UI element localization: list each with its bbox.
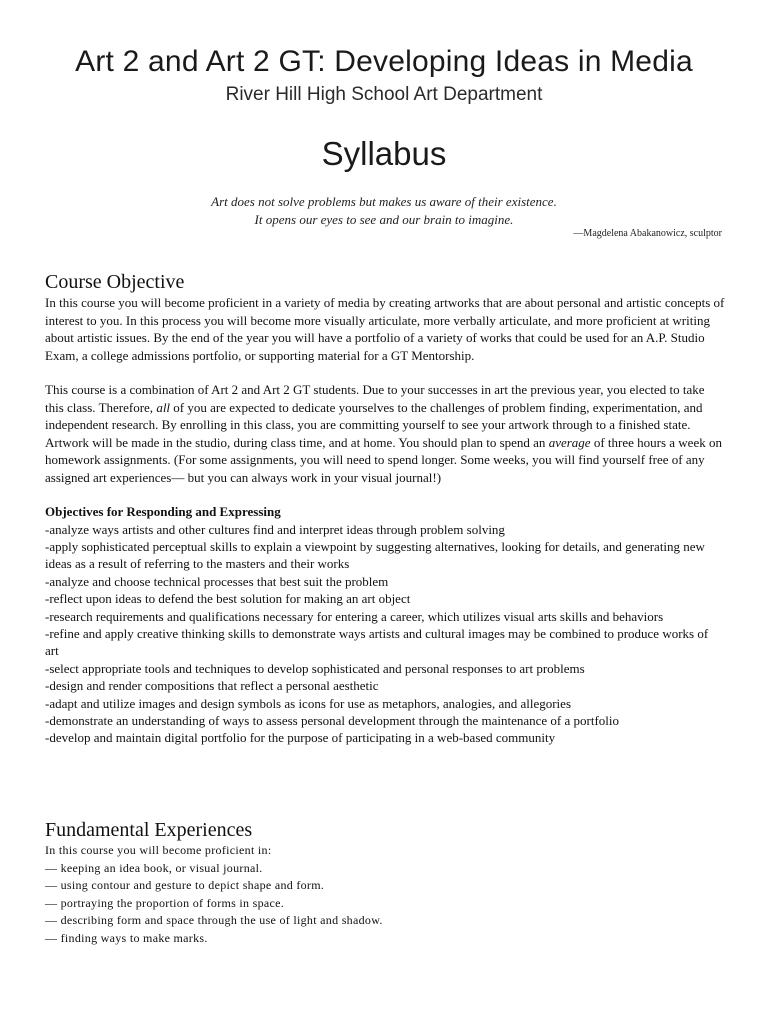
list-item: -research requirements and qualifications necessary for entering a career, which utilizes visual arts skills and behaviors xyxy=(45,608,664,624)
fundamental-experiences-heading: Fundamental Experiences xyxy=(45,819,253,841)
list-item: -analyze and choose technical processes that best suit the problem xyxy=(45,573,389,589)
list-item: -apply sophisticated perceptual skills to explain a viewpoint by suggesting alternatives, looking for details, and generating new ideas as a result of referring to the masters and their works xyxy=(45,538,705,572)
fundamental-experiences-list xyxy=(45,842,725,947)
paragraph-2-part-b: of you are expected to dedicate yourselves to the challenges of problem finding, experimentation, and independent research. By enrolling in this class, you are committing yourself to see your artwork through to a finished state. Artwork will be made in the studio, during class time, and at home. You should plan to spend an xyxy=(45,399,703,450)
course-title: Art 2 and Art 2 GT: Developing Ideas in Media xyxy=(75,45,693,78)
epigraph-quote xyxy=(0,193,768,229)
course-objective-paragraph-2 xyxy=(45,381,725,486)
course-objective-heading: Course Objective xyxy=(45,271,185,293)
quote-attribution: —Magdelena Abakanowicz, sculptor xyxy=(573,228,722,239)
list-item: — keeping an idea book, or visual journal. xyxy=(45,860,263,875)
fundamental-experiences-section xyxy=(45,818,725,947)
objectives-list xyxy=(45,521,725,747)
department-subtitle: River Hill High School Art Department xyxy=(225,84,543,105)
list-item: -refine and apply creative thinking skills to demonstrate ways artists and cultural images may be combined to produce works of art xyxy=(45,625,709,659)
emphasis-average: average xyxy=(548,434,591,450)
course-objective-section xyxy=(45,270,725,747)
course-objective-paragraph-1: In this course you will become proficient in a variety of media by creating artworks that are about personal and artistic concepts of interest to you. In this process you will become more visually articulate, more verbally articulate, and more proficient at writing about artistic issues. By the end of the year you will have a portfolio of a variety of works that could be used for an A.P. Studio Exam, a college admissions portfolio, or supporting material for a GT Mentorship. xyxy=(45,295,725,363)
list-item: -reflect upon ideas to defend the best solution for making an art object xyxy=(45,591,411,607)
quote-line-1: Art does not solve problems but makes us aware of their existence. xyxy=(211,194,557,209)
fundamental-intro: In this course you will become proficient in: xyxy=(45,843,272,857)
list-item: -adapt and utilize images and design symbols as icons for use as metaphors, analogies, and allegories xyxy=(45,695,571,711)
objectives-heading: Objectives for Responding and Expressing xyxy=(45,504,281,519)
list-item: -select appropriate tools and techniques to develop sophisticated and personal responses to art problems xyxy=(45,660,585,676)
quote-line-2: It opens our eyes to see and our brain to imagine. xyxy=(254,212,514,227)
list-item: — describing form and space through the use of light and shadow. xyxy=(45,913,383,927)
list-item: — using contour and gesture to depict shape and form. xyxy=(45,878,325,892)
paragraph-2-part-a: This course is a combination of Art 2 and Art 2 GT students. Due to your successes in art the previous year, you elected to take this class. Therefore, xyxy=(45,382,705,415)
emphasis-all: all xyxy=(156,399,171,415)
list-item: -design and render compositions that reflect a personal aesthetic xyxy=(45,678,379,694)
list-item: — portraying the proportion of forms in space. xyxy=(45,895,285,910)
list-item: -analyze ways artists and other cultures find and interpret ideas through problem solving xyxy=(45,521,505,537)
list-item: -demonstrate an understanding of ways to assess personal development through the maintenance of a portfolio xyxy=(45,712,620,728)
paragraph-2-part-c: of three hours a week on homework assignments. (For some assignments, you will need to spend longer. Some weeks, you will find yourself free of any assigned art experiences— but you can always work in your visual journal!) xyxy=(45,434,722,485)
list-item: — finding ways to make marks. xyxy=(45,930,208,945)
list-item: -develop and maintain digital portfolio for the purpose of participating in a web-based community xyxy=(45,730,556,746)
document-heading: Syllabus xyxy=(321,135,447,172)
